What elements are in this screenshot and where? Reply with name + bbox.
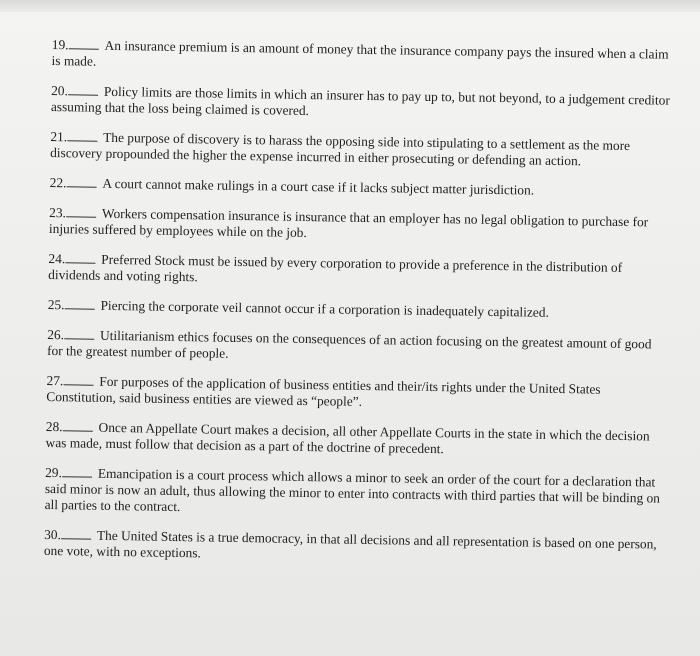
question-number: 24. <box>48 250 66 267</box>
question-list <box>44 36 672 582</box>
question-text: Utilitarianism ethics focuses on the consequences of an action focusing on the greatest amount of good for the greatest number of people. <box>46 327 652 361</box>
answer-blank[interactable] <box>63 418 93 431</box>
question-number: 26. <box>47 326 65 343</box>
question-text: Workers compensation insurance is insurance that an employer has no legal obligation to purchase for injuries suffered by employees while on the job. <box>48 205 649 241</box>
question-item <box>46 372 666 415</box>
answer-blank[interactable] <box>64 326 94 339</box>
question-number: 23. <box>49 204 67 221</box>
answer-blank[interactable] <box>69 36 99 49</box>
question-item <box>45 418 665 461</box>
question-number: 28. <box>45 418 63 435</box>
paper-edge <box>0 0 700 12</box>
question-item <box>51 36 671 79</box>
question-text: Preferred Stock must be issued by every corporation to provide a preference in the distribution of dividends and voting rights. <box>48 251 623 285</box>
question-text: The purpose of discovery is to harass the opposing side into stipulating to a settlement as the more discovery propounded the higher the expense incurred in either prosecuting or defending an action. <box>50 129 631 169</box>
answer-blank[interactable] <box>67 128 97 141</box>
question-text: Once an Appellate Court makes a decision, all other Appellate Courts in the state in which the decision was made, must follow that decision as a part of the doctrine of precedent. <box>45 419 650 457</box>
question-number: 20. <box>51 82 69 99</box>
answer-blank[interactable] <box>64 296 94 309</box>
answer-blank[interactable] <box>62 464 92 477</box>
question-item <box>44 526 664 569</box>
question-item <box>47 326 667 369</box>
question-number: 25. <box>47 296 65 313</box>
question-item <box>51 82 671 125</box>
question-number: 29. <box>45 464 63 481</box>
answer-blank[interactable] <box>66 174 96 187</box>
question-item <box>45 464 666 523</box>
question-text: The United States is a true democracy, in that all decisions and all representation is based on one person, one vote, with no exceptions. <box>43 527 657 561</box>
question-number: 30. <box>44 526 62 543</box>
answer-blank[interactable] <box>63 372 93 385</box>
question-text: Piercing the corporate veil cannot occur if a corporation is inadequately capitalized. <box>100 297 549 320</box>
question-text: Emancipation is a court process which allows a minor to seek an order of the court for a declaration that said minor is now an adult, thus allowing the minor to enter into contracts with third parties that will be binding on all parties to the contract. <box>44 465 661 515</box>
question-number: 22. <box>49 174 67 191</box>
question-text: Policy limits are those limits in which an insurer has to pay up to, but not beyond, to a judgement creditor assuming that the loss being claimed is covered. <box>50 83 670 119</box>
answer-blank[interactable] <box>68 82 98 95</box>
answer-blank[interactable] <box>61 526 91 539</box>
question-item <box>50 128 670 171</box>
answer-blank[interactable] <box>65 250 95 263</box>
question-item <box>48 296 668 323</box>
question-number: 19. <box>51 36 69 53</box>
question-item <box>50 174 670 201</box>
question-item <box>48 250 668 293</box>
question-number: 27. <box>46 372 64 389</box>
question-text: An insurance premium is an amount of money that the insurance company pays the insured when a claim is made. <box>51 37 669 69</box>
question-number: 21. <box>50 128 68 145</box>
question-text: For purposes of the application of business entities and their/its rights under the United States Constitution, said business entities are viewed as “people”. <box>46 373 601 409</box>
question-text: A court cannot make rulings in a court case if it lacks subject matter jurisdiction. <box>102 175 535 198</box>
question-item <box>49 204 669 247</box>
answer-blank[interactable] <box>66 204 96 217</box>
